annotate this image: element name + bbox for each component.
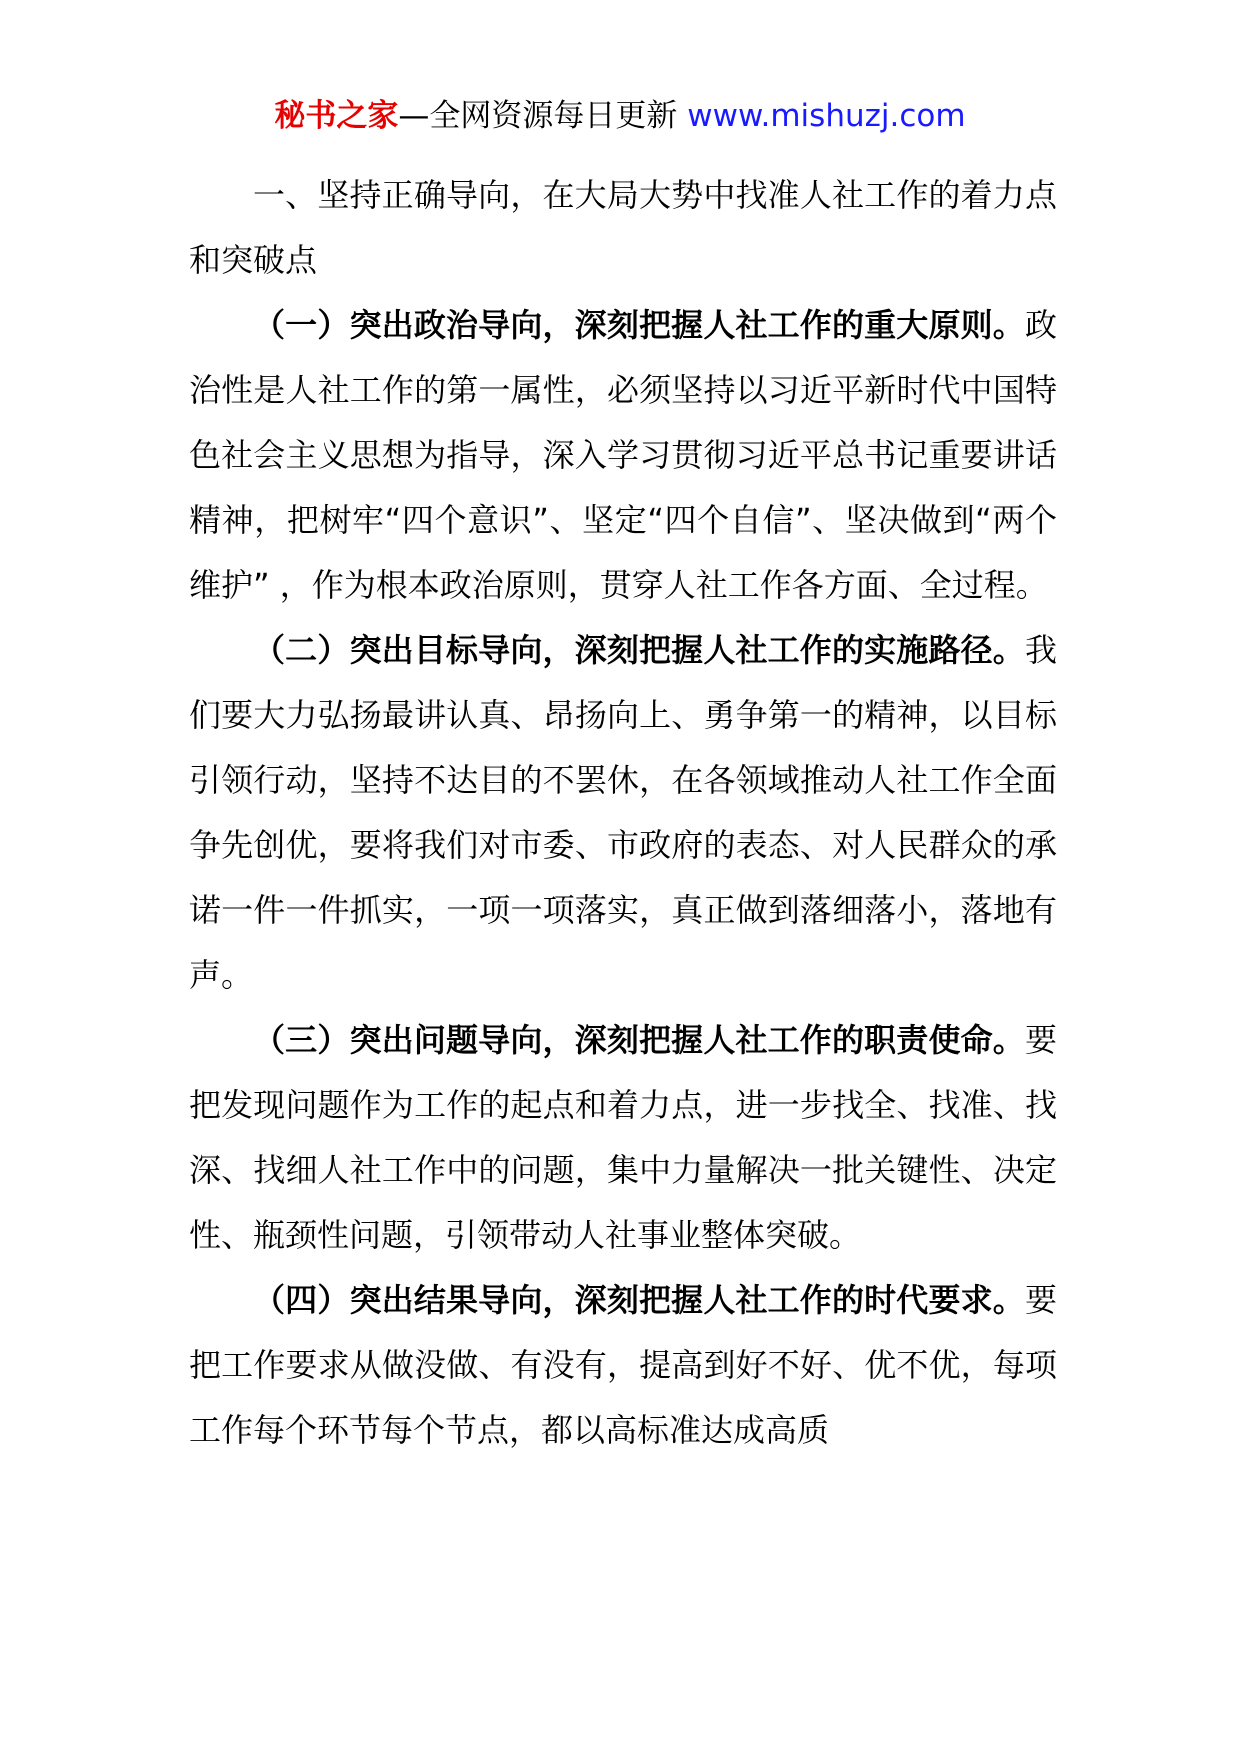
paragraph-4-heading: （四）突出结果导向，深刻把握人社工作的时代要求。 <box>253 1281 1025 1319</box>
paragraph-1-text: 政治性是人社工作的第一属性，必须坚持以习近平新时代中国特色社会主义思想为指导，深入学习贯彻习近平总书记重要讲话精神，把树牢“四个意识”、坚定“四个自信”、坚决做到“两个维护” ，作为根本政治原则，贯穿人社工作各方面、全过程。 <box>189 306 1057 604</box>
paragraph-3 <box>189 1008 1057 1268</box>
paragraph-2 <box>189 618 1057 1008</box>
paragraph-2-text: 我们要大力弘扬最讲认真、昂扬向上、勇争第一的精神，以目标引领行动，坚持不达目的不罢休，在各领域推动人社工作全面争先创优，要将我们对市委、市政府的表态、对人民群众的承诺一件一件抓实，一项一项落实，真正做到落细落小，落地有声。 <box>189 631 1057 994</box>
paragraph-2-heading: （二）突出目标导向，深刻把握人社工作的实施路径。 <box>253 631 1025 669</box>
header-tagline: —全网资源每日更新 <box>398 98 688 134</box>
section-title: 一、坚持正确导向，在大局大势中找准人社工作的着力点和突破点 <box>189 176 1057 279</box>
document-body <box>189 163 1057 1463</box>
paragraph-1 <box>189 293 1057 618</box>
site-url: www.mishuzj.com <box>687 98 966 134</box>
site-header <box>0 96 1240 136</box>
paragraph-3-heading: （三）突出问题导向，深刻把握人社工作的职责使命。 <box>253 1021 1025 1059</box>
brand-name: 秘书之家 <box>274 98 399 134</box>
paragraph-1-heading: （一）突出政治导向，深刻把握人社工作的重大原则。 <box>253 306 1025 344</box>
paragraph-4 <box>189 1268 1057 1463</box>
paragraph-3-text: 要把发现问题作为工作的起点和着力点，进一步找全、找准、找深、找细人社工作中的问题，集中力量解决一批关键性、决定性、瓶颈性问题，引领带动人社事业整体突破。 <box>189 1021 1057 1254</box>
paragraph-4-text: 要把工作要求从做没做、有没有，提高到好不好、优不优，每项工作每个环节每个节点，都以高标准达成高质 <box>189 1281 1057 1449</box>
